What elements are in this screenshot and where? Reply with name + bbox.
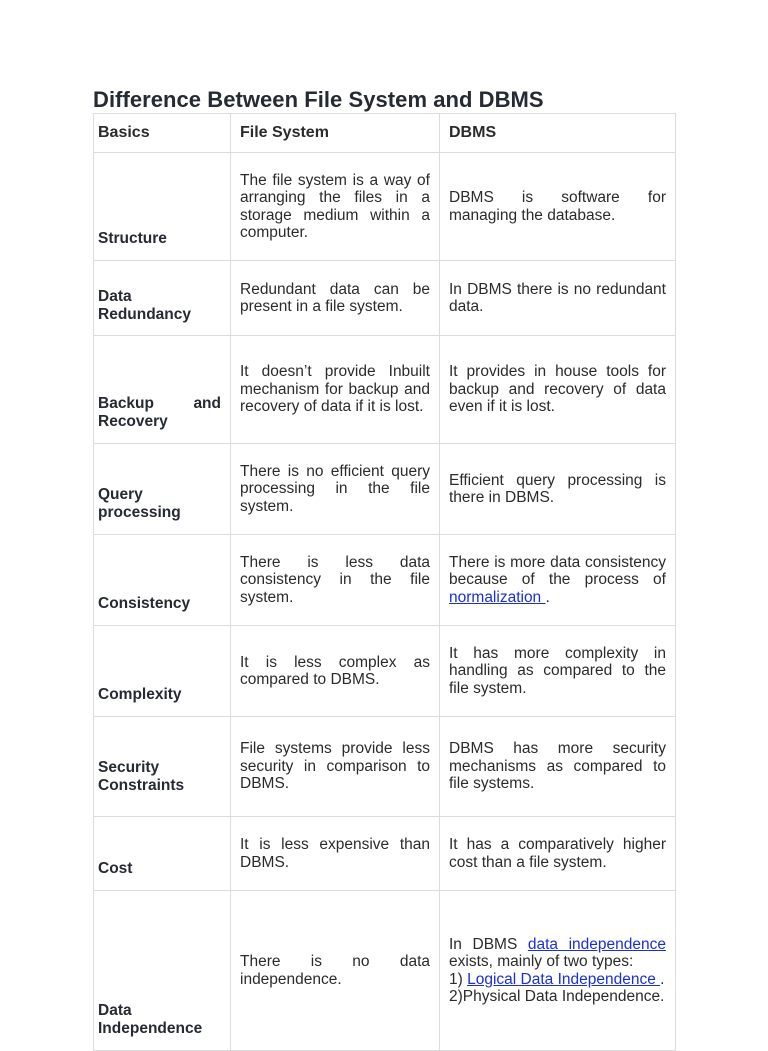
- file-system-cell: Redundant data can be present in a file system.: [231, 261, 440, 336]
- table-row: [94, 261, 676, 336]
- dbms-text: .: [660, 970, 665, 988]
- normalization-link[interactable]: normalization: [449, 588, 546, 606]
- file-system-cell: There is no data independence.: [231, 891, 440, 1051]
- file-system-cell: It is less expensive than DBMS.: [231, 817, 440, 891]
- file-system-cell: There is less data consistency in the file system.: [231, 535, 440, 626]
- header-dbms: DBMS: [440, 114, 676, 153]
- data-independence-link[interactable]: data independence: [527, 935, 666, 953]
- basic-cell: Data Redundancy: [94, 261, 231, 336]
- dbms-text: There is more data consistency because of the process of: [449, 553, 666, 589]
- file-system-cell: File systems provide less security in comparison to DBMS.: [231, 717, 440, 817]
- table-row: [94, 336, 676, 444]
- dbms-cell: Efficient query processing is there in DBMS.: [440, 444, 676, 535]
- table-row: [94, 535, 676, 626]
- dbms-cell: [440, 535, 676, 626]
- file-system-cell: The file system is a way of arranging the files in a storage medium within a computer.: [231, 153, 440, 261]
- basic-cell: Security Constraints: [94, 717, 231, 817]
- basic-cell: Structure: [94, 153, 231, 261]
- dbms-text: In DBMS: [449, 935, 528, 953]
- dbms-cell: It has more complexity in handling as compared to the file system.: [440, 626, 676, 717]
- basic-cell: Data Independence: [94, 891, 231, 1051]
- table-row: [94, 717, 676, 817]
- dbms-cell: It provides in house tools for backup and recovery of data even if it is lost.: [440, 336, 676, 444]
- dbms-text: 2)Physical Data Independence.: [449, 988, 665, 1005]
- dbms-cell: DBMS has more security mechanisms as compared to file systems.: [440, 717, 676, 817]
- logical-data-independence-link[interactable]: Logical Data Independence: [467, 970, 661, 988]
- header-basics: Basics: [94, 114, 231, 153]
- header-file-system: File System: [231, 114, 440, 153]
- table-row: [94, 891, 676, 1051]
- comparison-table: [93, 113, 676, 1051]
- page-title: Difference Between File System and DBMS: [93, 87, 544, 112]
- file-system-cell: It doesn’t provide Inbuilt mechanism for backup and recovery of data if it is lost.: [231, 336, 440, 444]
- dbms-cell: It has a comparatively higher cost than a file system.: [440, 817, 676, 891]
- basic-cell: Backup and Recovery: [94, 336, 231, 444]
- file-system-cell: It is less complex as compared to DBMS.: [231, 626, 440, 717]
- basic-cell: Consistency: [94, 535, 231, 626]
- basic-cell: Query processing: [94, 444, 231, 535]
- document-page: [93, 86, 675, 1051]
- dbms-cell: DBMS is software for managing the database.: [440, 153, 676, 261]
- file-system-cell: There is no efficient query processing in the file system.: [231, 444, 440, 535]
- dbms-text: 1): [449, 970, 468, 988]
- table-header-row: [94, 114, 676, 153]
- dbms-text: .: [545, 588, 550, 606]
- dbms-cell: [440, 891, 676, 1051]
- dbms-cell: In DBMS there is no redundant data.: [440, 261, 676, 336]
- table-row: [94, 817, 676, 891]
- basic-cell: Cost: [94, 817, 231, 891]
- table-row: [94, 444, 676, 535]
- basic-cell: Complexity: [94, 626, 231, 717]
- table-row: [94, 626, 676, 717]
- table-row: [94, 153, 676, 261]
- dbms-text: exists, mainly of two types:: [449, 953, 634, 970]
